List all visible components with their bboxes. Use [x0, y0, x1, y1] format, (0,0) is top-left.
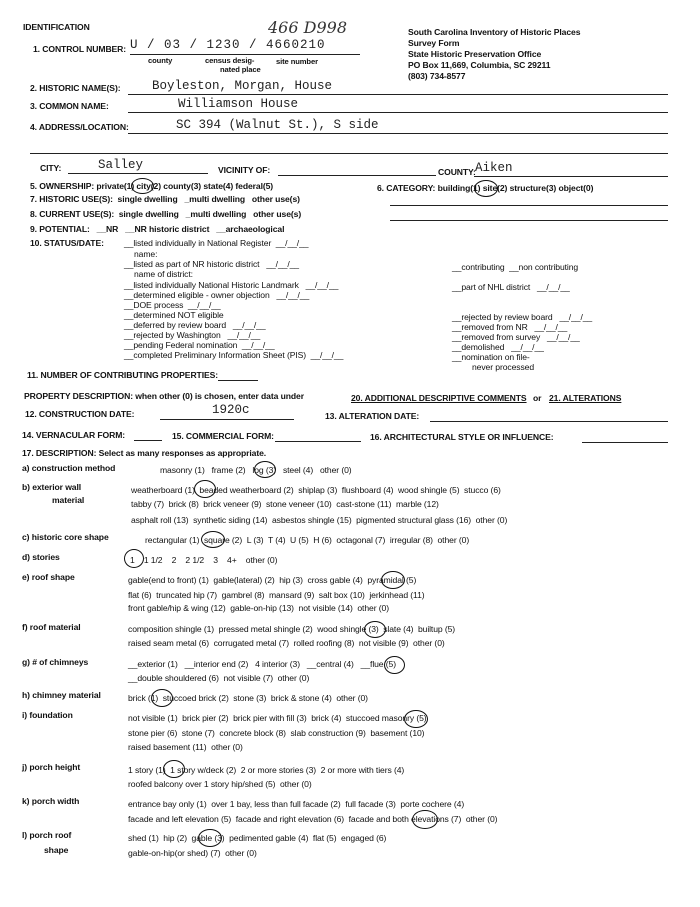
status-item: __demolished __/__/__: [452, 342, 544, 352]
field-rule: [30, 153, 668, 154]
alterations-ref: 21. ALTERATIONS: [549, 393, 622, 403]
city-value: Salley: [98, 158, 144, 172]
status-item: name:: [134, 249, 158, 259]
roof-material-options: raised seam metal (6) corrugated metal (7) rolled roofing (8) not visible (9) other (0): [128, 638, 445, 648]
status-item: __determined eligible - owner objection __/__/__: [124, 290, 310, 300]
field-rule: [218, 380, 258, 381]
field-rule: [278, 175, 436, 176]
address-label: 4. ADDRESS/LOCATION:: [30, 122, 129, 132]
foundation-options: stone pier (6) stone (7) concrete block (8) slab construction (9) basement (10): [128, 728, 425, 738]
exterior-wall-options: weatherboard (1) beaded weatherboard (2) shiplap (3) flushboard (4) wood shingle (5) stucco (6): [131, 485, 501, 495]
historic-name-label: 2. HISTORIC NAME(S):: [30, 83, 121, 93]
county-caption: county: [148, 56, 173, 65]
construction-date-label: 12. CONSTRUCTION DATE:: [25, 409, 135, 419]
chimney-count-options: __double shouldered (6) not visible (7) other (0): [128, 673, 310, 683]
field-rule: [134, 440, 162, 441]
common-name-label: 3. COMMON NAME:: [30, 101, 109, 111]
county-value: Aiken: [475, 161, 513, 175]
agency-line: Survey Form: [408, 38, 460, 48]
selection-circle: [198, 829, 222, 847]
foundation-options: raised basement (11) other (0): [128, 742, 243, 752]
identification-heading: IDENTIFICATION: [23, 22, 90, 32]
porch-height-options: 1 story (1) 1 story w/deck (2) 2 or more stories (3) 2 or more with tiers (4): [128, 765, 405, 775]
porch-roof-label-2: shape: [44, 845, 69, 855]
city-label: CITY:: [40, 163, 62, 173]
status-item: __part of NHL district __/__/__: [452, 282, 570, 292]
description-heading: 17. DESCRIPTION: Select as many responses as appropriate.: [22, 448, 267, 458]
potential-line: 9. POTENTIAL: __NR __NR historic district __archaeological: [30, 224, 285, 234]
address-value: SC 394 (Walnut St.), S side: [176, 118, 379, 132]
selection-circle: [151, 689, 173, 707]
construction-method-options: masonry (1) frame (2) log (3) steel (4) other (0): [160, 465, 352, 475]
status-item: __removed from survey __/__/__: [452, 332, 580, 342]
census-caption-2: nated place: [220, 65, 261, 74]
field-rule: [390, 220, 668, 221]
porch-roof-options: gable-on-hip(or shed) (7) other (0): [128, 848, 257, 858]
field-rule: [128, 94, 668, 95]
selection-circle: [384, 656, 405, 674]
category-line: 6. CATEGORY: building(1) site(2) structure(3) object(0): [377, 183, 594, 193]
status-item: __rejected by Washington __/__/__: [124, 330, 261, 340]
agency-line: South Carolina Inventory of Historic Places: [408, 27, 581, 37]
selection-circle: [381, 571, 405, 589]
status-item: __listed as part of NR historic district __/__/__: [124, 259, 299, 269]
historic-name-value: Boyleston, Morgan, House: [152, 79, 333, 93]
agency-line: PO Box 11,669, Columbia, SC 29211: [408, 60, 551, 70]
status-item: never processed: [472, 362, 535, 372]
stories-label: d) stories: [22, 552, 60, 562]
status-item: __nomination on file-: [452, 352, 530, 362]
status-item: __listed individually in National Register __/__/__: [124, 238, 309, 248]
selection-circle: [254, 461, 276, 478]
chimney-material-options: brick (1) stuccoed brick (2) stone (3) brick & stone (4) other (0): [128, 693, 368, 703]
ownership-line: 5. OWNERSHIP: private(1) city(2) county(3) state(4) federal(5): [30, 181, 274, 191]
or-text: or: [533, 393, 542, 403]
roof-material-options: composition shingle (1) pressed metal shingle (2) wood shingle (3) slate (4) builtup (5): [128, 624, 456, 634]
contributing-properties-label: 11. NUMBER OF CONTRIBUTING PROPERTIES:: [27, 370, 219, 380]
vicinity-label: VICINITY OF:: [218, 165, 271, 175]
county-label: COUNTY:: [438, 167, 476, 177]
porch-height-options: roofed balcony over 1 story hip/shed (5) other (0): [128, 779, 312, 789]
alteration-date-label: 13. ALTERATION DATE:: [325, 411, 420, 421]
agency-line: (803) 734-8577: [408, 71, 466, 81]
porch-roof-options: shed (1) hip (2) gable (3) pedimented gable (4) flat (5) engaged (6): [128, 833, 387, 843]
roof-shape-options: gable(end to front) (1) gable(lateral) (2) hip (3) cross gable (4) pyramidal (5): [128, 575, 417, 585]
status-item: __pending Federal nomination __/__/__: [124, 340, 275, 350]
porch-height-label: j) porch height: [22, 762, 81, 772]
selection-circle: [201, 531, 225, 548]
commercial-form-label: 15. COMMERCIAL FORM:: [172, 431, 274, 441]
common-name-value: Williamson House: [178, 97, 299, 111]
foundation-label: i) foundation: [22, 710, 73, 720]
field-rule: [68, 173, 208, 174]
roof-shape-label: e) roof shape: [22, 572, 75, 582]
porch-roof-label: l) porch roof: [22, 830, 72, 840]
status-item: __DOE process __/__/__: [124, 300, 221, 310]
historic-use-line: 7. HISTORIC USE(S): single dwelling _multi dwelling other use(s): [30, 194, 300, 204]
status-item: __determined NOT eligible: [124, 310, 224, 320]
exterior-wall-options: tabby (7) brick (8) brick veneer (9) stone veneer (10) cast-stone (11) marble (12): [131, 499, 439, 509]
status-item: __rejected by review board __/__/__: [452, 312, 593, 322]
selection-circle: [163, 760, 185, 778]
porch-width-options: entrance bay only (1) over 1 bay, less than full facade (2) full facade (3) porte cochere (4): [128, 799, 465, 809]
current-use-line: 8. CURRENT USE(S): single dwelling _multi dwelling other use(s): [30, 209, 302, 219]
selection-circle: [194, 480, 216, 498]
property-description-note: PROPERTY DESCRIPTION: when other (0) is chosen, enter data under: [24, 391, 304, 401]
field-rule: [582, 442, 668, 443]
field-rule: [128, 112, 668, 113]
chimney-count-options: __exterior (1) __interior end (2) 4 interior (3) __central (4) __flue (5): [128, 659, 396, 669]
chimney-count-label: g) # of chimneys: [22, 657, 89, 667]
status-item: __removed from NR __/__/__: [452, 322, 568, 332]
foundation-options: not visible (1) brick pier (2) brick pier with fill (3) brick (4) stuccoed masonry (5): [128, 713, 427, 723]
additional-comments-ref: 20. ADDITIONAL DESCRIPTIVE COMMENTS: [351, 393, 527, 403]
field-rule: [390, 205, 668, 206]
exterior-wall-options: asphalt roll (13) synthetic siding (14) asbestos shingle (15) pigmented structural glass (16) other (0): [131, 515, 508, 525]
status-item: __contributing __non contributing: [452, 262, 579, 272]
census-caption: census desig-: [205, 56, 255, 65]
selection-circle: [474, 180, 498, 197]
roof-shape-options: front gable/hip & wing (12) gable-on-hip (13) not visible (14) other (0): [128, 603, 389, 613]
roof-material-label: f) roof material: [22, 622, 81, 632]
exterior-wall-label: b) exterior wall: [22, 482, 82, 492]
core-shape-options: rectangular (1) square (2) L (3) T (4) U (5) H (6) octagonal (7) irregular (8) other (0): [145, 535, 470, 545]
status-item: __deferred by review board __/__/__: [124, 320, 266, 330]
core-shape-label: c) historic core shape: [22, 532, 109, 542]
roof-shape-options: flat (6) truncated hip (7) gambrel (8) mansard (9) salt box (10) jerkinhead (11): [128, 590, 425, 600]
architectural-style-label: 16. ARCHITECTURAL STYLE OR INFLUENCE:: [370, 432, 554, 442]
field-rule: [160, 419, 294, 420]
status-item: name of district:: [134, 269, 193, 279]
control-number-label: 1. CONTROL NUMBER:: [33, 44, 127, 54]
porch-width-label: k) porch width: [22, 796, 80, 806]
field-rule: [430, 421, 668, 422]
field-rule: [474, 176, 668, 177]
site-caption: site number: [276, 57, 318, 66]
porch-width-options: facade and left elevation (5) facade and right elevation (6) facade and both elevations (7) other (0): [128, 814, 498, 824]
control-number-value: U / 03 / 1230 / 4660210: [130, 38, 326, 52]
status-item: __completed Preliminary Information Sheet (PIS) __/__/__: [124, 350, 344, 360]
selection-circle: [131, 178, 154, 194]
field-rule: [128, 133, 668, 134]
handwritten-survey-number: 466 D998: [268, 18, 347, 37]
construction-date-value: 1920c: [212, 403, 250, 417]
exterior-wall-label-2: material: [52, 495, 85, 505]
selection-circle: [364, 621, 386, 638]
status-item: __listed individually National Historic Landmark __/__/__: [124, 280, 339, 290]
selection-circle: [124, 549, 144, 568]
selection-circle: [404, 710, 428, 728]
stories-options: 1 1 1/2 2 2 1/2 3 4+ other (0): [130, 555, 278, 565]
chimney-material-label: h) chimney material: [22, 690, 101, 700]
agency-line: State Historic Preservation Office: [408, 49, 542, 59]
vernacular-form-label: 14. VERNACULAR FORM:: [22, 430, 126, 440]
selection-circle: [412, 810, 438, 829]
field-rule: [275, 441, 361, 442]
status-label: 10. STATUS/DATE:: [30, 238, 104, 248]
construction-method-label: a) construction method: [22, 463, 116, 473]
